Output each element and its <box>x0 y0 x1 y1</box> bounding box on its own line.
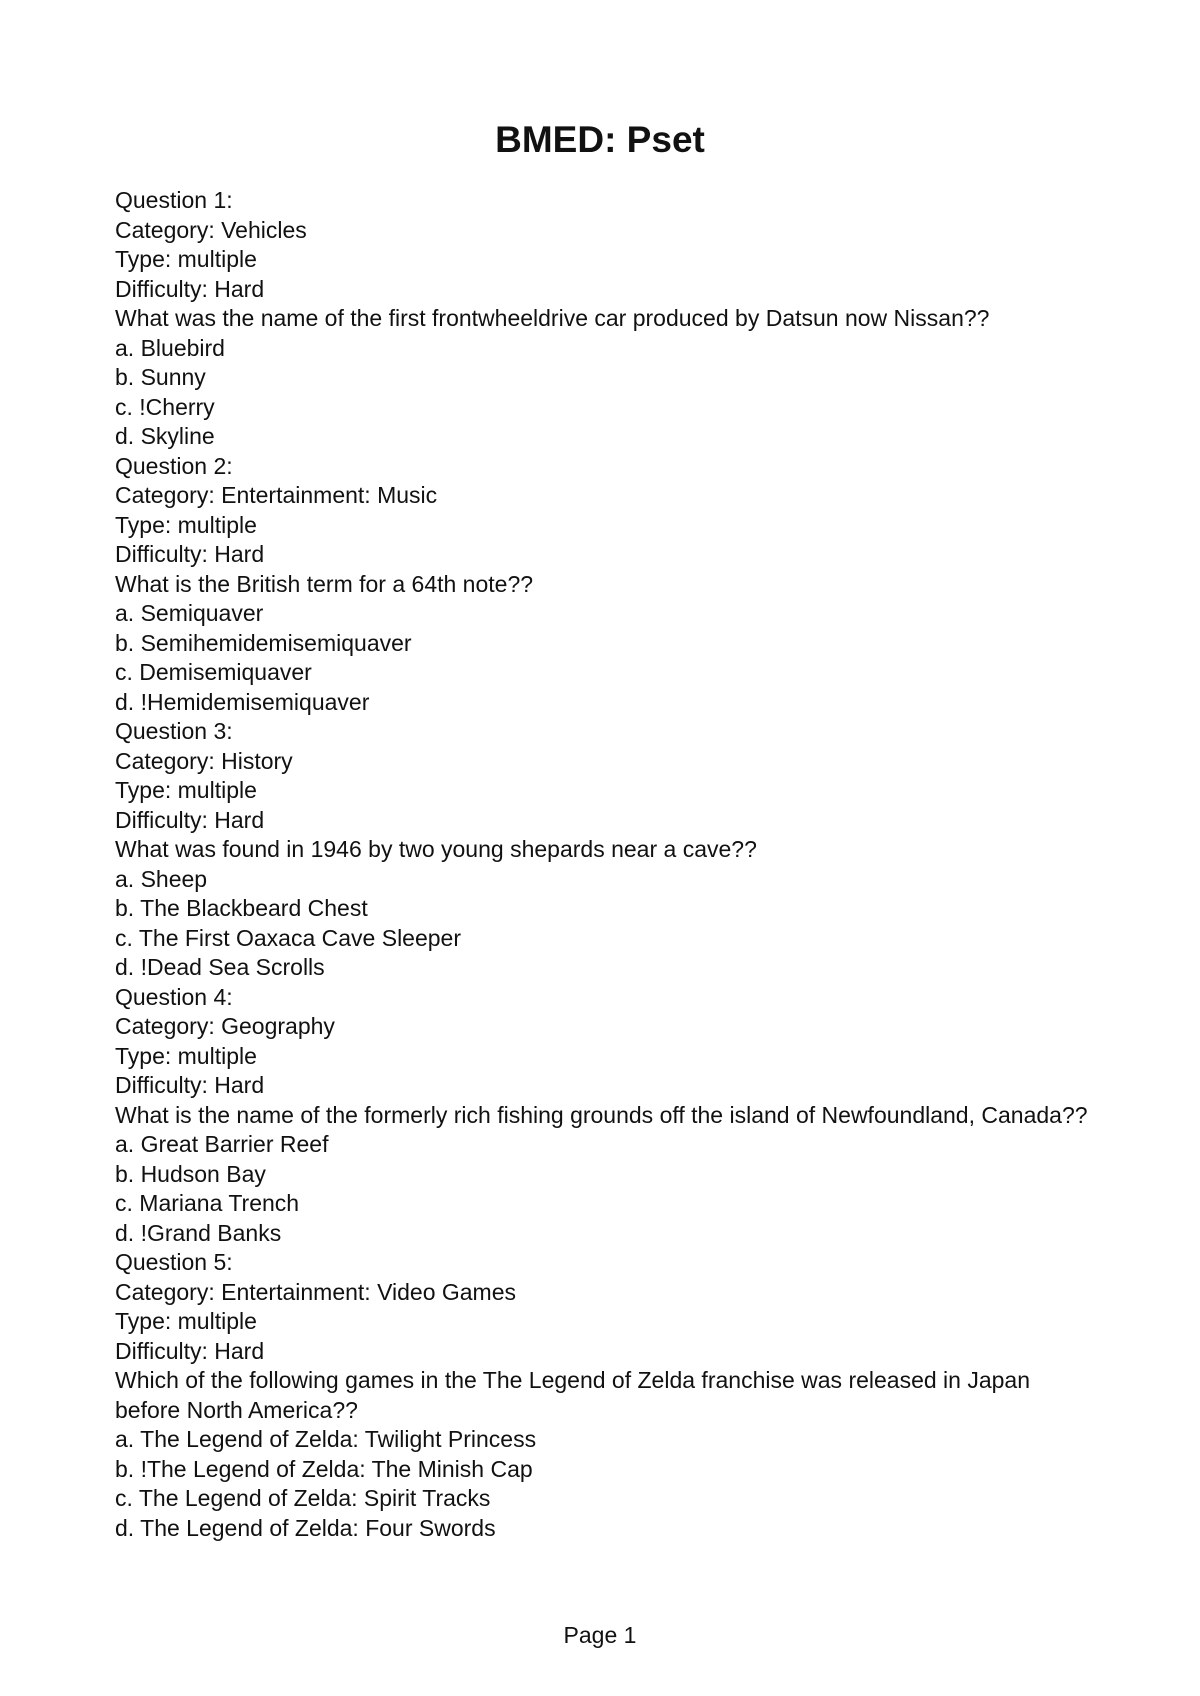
question-heading: Question 3: <box>115 718 233 744</box>
question-type: Type: multiple <box>115 1042 257 1069</box>
question-heading: Question 2: <box>115 452 233 479</box>
answer-option: a. Semiquaver <box>115 600 264 626</box>
answer-option: d. The Legend of Zelda: Four Swords <box>115 1514 496 1541</box>
question-difficulty: Difficulty: Hard <box>115 1337 265 1364</box>
question-text: What was the name of the first frontwheeldrive car produced by Datsun now Nissan?? <box>115 305 990 331</box>
page-title: BMED: Pset <box>495 119 705 160</box>
question-text: What is the British term for a 64th note?? <box>115 570 534 597</box>
answer-option: b. Sunny <box>115 364 206 390</box>
question-type: Type: multiple <box>115 246 257 272</box>
answer-option: a. The Legend of Zelda: Twilight Princess <box>115 1426 537 1452</box>
page-number: Page 1 <box>563 1622 637 1648</box>
question-difficulty: Difficulty: Hard <box>115 275 265 302</box>
answer-option: c. The First Oaxaca Cave Sleeper <box>115 924 461 951</box>
answer-option: b. The Blackbeard Chest <box>115 895 368 921</box>
question-block <box>115 717 1095 983</box>
answer-option: c. The Legend of Zelda: Spirit Tracks <box>115 1485 491 1511</box>
question-category: Category: Geography <box>115 1013 335 1039</box>
question-difficulty: Difficulty: Hard <box>115 1072 265 1098</box>
question-type: Type: multiple <box>115 511 257 538</box>
question-category: Category: Entertainment: Video Games <box>115 1278 517 1305</box>
question-block <box>115 452 1095 718</box>
question-difficulty: Difficulty: Hard <box>115 541 265 567</box>
answer-option: c. Mariana Trench <box>115 1190 300 1216</box>
question-category: Category: History <box>115 747 293 774</box>
question-block <box>115 186 1095 452</box>
question-heading: Question 4: <box>115 983 233 1010</box>
question-heading: Question 5: <box>115 1249 233 1275</box>
question-category: Category: Vehicles <box>115 216 307 243</box>
answer-option: b. Semihemidemisemiquaver <box>115 629 412 656</box>
question-text: Which of the following games in the The Legend of Zelda franchise was released in Japan before North America?? <box>115 1367 1031 1423</box>
answer-option: d. !Grand Banks <box>115 1219 282 1246</box>
answer-option: a. Sheep <box>115 865 208 892</box>
answer-option: a. Great Barrier Reef <box>115 1131 329 1157</box>
answer-option: d. !Dead Sea Scrolls <box>115 954 325 980</box>
answer-option: d. !Hemidemisemiquaver <box>115 688 370 715</box>
question-type: Type: multiple <box>115 777 257 803</box>
answer-option: b. !The Legend of Zelda: The Minish Cap <box>115 1455 533 1482</box>
question-text: What is the name of the formerly rich fishing grounds off the island of Newfoundland, Canada?? <box>115 1101 1088 1128</box>
question-block <box>115 983 1095 1249</box>
answer-option: a. Bluebird <box>115 334 225 361</box>
answer-option: b. Hudson Bay <box>115 1160 266 1187</box>
answer-option: d. Skyline <box>115 423 215 449</box>
question-difficulty: Difficulty: Hard <box>115 806 265 833</box>
question-type: Type: multiple <box>115 1308 257 1334</box>
answer-option: c. Demisemiquaver <box>115 659 312 685</box>
question-category: Category: Entertainment: Music <box>115 482 438 508</box>
answer-option: c. !Cherry <box>115 393 215 420</box>
question-heading: Question 1: <box>115 187 233 213</box>
question-block <box>115 1248 1095 1543</box>
question-list <box>115 186 1095 1543</box>
question-text: What was found in 1946 by two young shepards near a cave?? <box>115 836 757 862</box>
